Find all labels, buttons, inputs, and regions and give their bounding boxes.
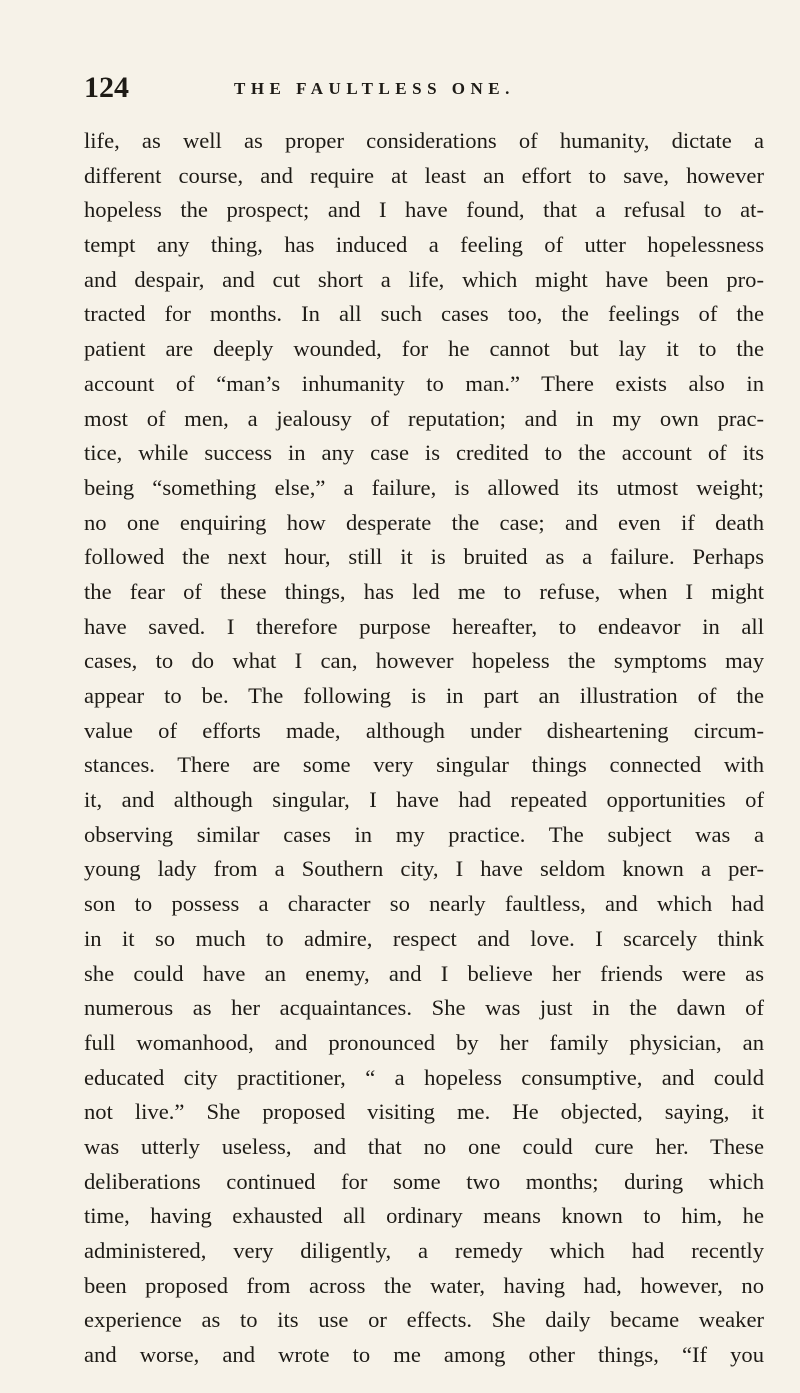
text-line: young lady from a Southern city, I have seldom known a per- [84, 856, 764, 882]
text-line: have saved. I therefore purpose hereafter, to endeavor in all [84, 613, 764, 639]
text-line: value of efforts made, although under disheartening circum- [84, 717, 764, 743]
text-line: account of “man’s inhumanity to man.” There exists also in [84, 370, 764, 396]
text-line: was utterly useless, and that no one could cure her. These [84, 1133, 764, 1159]
text-line: observing similar cases in my practice. The subject was a [84, 821, 764, 847]
text-line: son to possess a character so nearly faultless, and which had [84, 891, 764, 917]
text-line: full womanhood, and pronounced by her family physician, an [84, 1029, 764, 1055]
text-line: cases, to do what I can, however hopeless the symptoms may [84, 648, 764, 674]
text-line: she could have an enemy, and I believe her friends were as [84, 960, 764, 986]
text-line: tracted for months. In all such cases too, the feelings of the [84, 301, 764, 327]
text-line: and despair, and cut short a life, which might have been pro- [84, 266, 764, 292]
text-line: time, having exhausted all ordinary means known to him, he [84, 1203, 764, 1229]
text-line: appear to be. The following is in part an illustration of the [84, 683, 764, 708]
text-line: hopeless the prospect; and I have found, that a refusal to at- [84, 197, 764, 223]
text-line: no one enquiring how desperate the case; and even if death [84, 509, 764, 535]
text-line: stances. There are some very singular things connected with [84, 752, 764, 778]
text-line: patient are deeply wounded, for he cannot but lay it to the [84, 336, 764, 362]
text-line: tempt any thing, has induced a feeling of utter hopelessness [84, 232, 764, 258]
text-line: not live.” She proposed visiting me. He objected, saying, it [84, 1099, 764, 1125]
page-header [84, 70, 764, 110]
page-number: 124 [84, 71, 129, 104]
text-line: experience as to its use or effects. She daily became weaker [84, 1307, 764, 1333]
text-line: been proposed from across the water, having had, however, no [84, 1272, 764, 1298]
text-line: followed the next hour, still it is bruited as a failure. Perhaps [84, 544, 764, 570]
text-line: deliberations continued for some two months; during which [84, 1168, 764, 1194]
text-line: educated city practitioner, “ a hopeless consumptive, and could [84, 1064, 764, 1090]
text-line: numerous as her acquaintances. She was just in the dawn of [84, 995, 764, 1021]
text-line: being “something else,” a failure, is allowed its utmost weight; [84, 474, 764, 500]
text-line: administered, very diligently, a remedy which had recently [84, 1238, 764, 1263]
text-line: in it so much to admire, respect and love. I scarcely think [84, 925, 764, 951]
text-line: different course, and require at least an effort to save, however [84, 162, 764, 188]
text-line: it, and although singular, I have had repeated opportunities of [84, 787, 764, 813]
text-line: and worse, and wrote to me among other things, “If you [84, 1342, 764, 1368]
text-line: the fear of these things, has led me to refuse, when I might [84, 578, 764, 604]
body-text [84, 124, 764, 1373]
running-title: THE FAULTLESS ONE. [234, 79, 515, 98]
text-line: most of men, a jealousy of reputation; and in my own prac- [84, 405, 764, 431]
text-line: life, as well as proper considerations of humanity, dictate a [84, 128, 764, 153]
text-line: tice, while success in any case is credited to the account of its [84, 440, 764, 466]
